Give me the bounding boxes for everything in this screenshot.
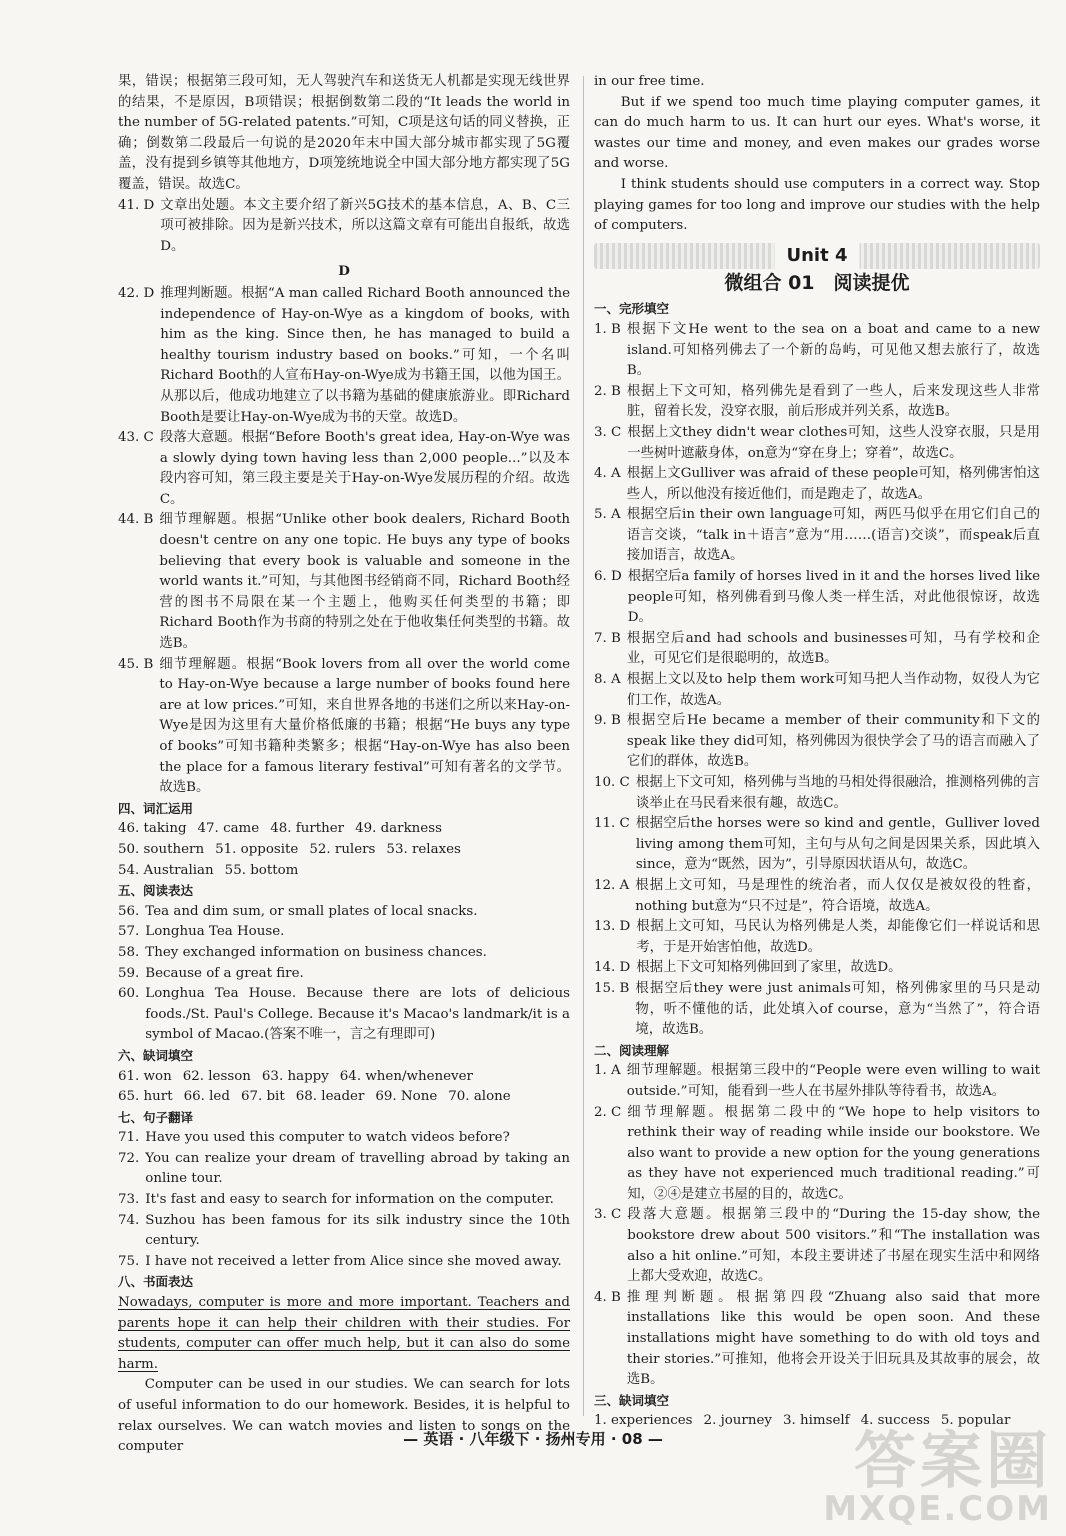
answer-text: They exchanged information on business chances. bbox=[145, 944, 487, 960]
blank-answer: 62. lesson bbox=[182, 1068, 251, 1084]
section-heading-reading: 二、阅读理解 bbox=[594, 1042, 670, 1058]
answer-number: 3. C bbox=[594, 424, 622, 440]
answer-explanation: 段落大意题。根据第三段中的“During the 15-day show, the bookstore drew about 500 visitors.”和“The installation was also a hit online.”可知，本段主要讲述了书屋在现实生活中和网络上都大受欢迎，故选C。 bbox=[627, 1207, 1040, 1285]
answer-45 bbox=[118, 655, 570, 799]
answer-number: 59. bbox=[118, 965, 140, 981]
express-answer bbox=[118, 984, 570, 1046]
right-column bbox=[594, 72, 1040, 1432]
reading-answer bbox=[594, 1103, 1040, 1206]
answer-text: Tea and dim sum, or small plates of local snacks. bbox=[145, 903, 478, 919]
answer-number: 5. A bbox=[594, 507, 621, 523]
answer-number: 14. D bbox=[594, 960, 631, 976]
express-answer bbox=[118, 943, 570, 964]
answer-explanation: 推理判断题。根据第四段“Zhuang also said that more installations like this would be open soon. And these installations might have something to do with old toys and their stories.”可推知，他将会开设关于旧玩具及其故事的展会，故选B。 bbox=[626, 1289, 1040, 1388]
cloze-answer bbox=[594, 629, 1040, 670]
vocab-answer: 50. southern bbox=[118, 841, 205, 857]
answer-number: 56. bbox=[118, 903, 140, 919]
answer-number: 44. B bbox=[118, 512, 154, 528]
cloze-answer bbox=[594, 320, 1040, 382]
cloze-answer bbox=[594, 876, 1040, 917]
blank-answer: 70. alone bbox=[448, 1089, 511, 1105]
answer-explanation: 细节理解题。根据“Book lovers from all over the world come to Hay-on-Wye because a large number of books found here are at low prices.”可知，来自世界各地的书迷们之所以来Hay-on-Wye是因为这里有大量价格低廉的书籍；根据“He buys any type of books”可知书籍种类繁多；根据“Hay-on-Wye has also been the place for a famous literary festival”可知有著名的文学节。故选B。 bbox=[159, 656, 571, 796]
answer-number: 1. A bbox=[594, 1063, 621, 1079]
answer-text: I have not received a letter from Alice since she moved away. bbox=[145, 1253, 562, 1269]
blank-answer: 64. when/whenever bbox=[339, 1068, 473, 1084]
answer-text: Because of a great fire. bbox=[145, 965, 304, 981]
essay-paragraph-continued: in our free time. bbox=[594, 74, 705, 89]
section-heading-vocabulary: 四、词汇运用 bbox=[118, 800, 194, 816]
answer-explanation: 根据空后and had schools and businesses可知，马有学校和企业，可见它们是很聪明的，故选B。 bbox=[626, 630, 1040, 667]
answer-explanation: 根据下文He went to the sea on a boat and came to a new island.可知格列佛去了一个新的岛屿，可见他又想去旅行了，故选B。 bbox=[626, 321, 1040, 379]
vocab-row bbox=[118, 861, 570, 882]
answer-number: 4. A bbox=[594, 466, 621, 482]
section-heading-translation: 七、句子翻译 bbox=[118, 1109, 194, 1125]
left-column bbox=[118, 72, 570, 1458]
answer-number: 45. B bbox=[118, 656, 154, 672]
answer-number: 6. D bbox=[594, 569, 622, 585]
express-answer bbox=[118, 922, 570, 943]
answer-explanation: 推理判断题。根据“A man called Richard Booth announced the independence of Hay-on-Wye as a kingdom of books, with him as the king. Since then, he has managed to build a healthy tourism industry based on books.”可知，一个名叫Richard Booth的人宣布Hay-on-Wye成为书籍王国，以他为国王。从那以后，他成功地建立了以书籍为基础的健康旅游业。即Richard Booth是要让Hay-on-Wye成为书的天堂。故选D。 bbox=[160, 285, 570, 425]
answer-number: 8. A bbox=[594, 672, 621, 688]
blank-answer: 1. experiences bbox=[594, 1413, 693, 1429]
vocab-row bbox=[118, 840, 570, 861]
answer-number: 10. C bbox=[594, 775, 630, 790]
group-title: 微组合 01 阅读提优 bbox=[724, 271, 910, 294]
blank-row bbox=[118, 1087, 570, 1108]
watermark-text-cn: 答案圈 bbox=[853, 1424, 1052, 1497]
vocab-answer: 46. taking bbox=[118, 821, 187, 837]
answer-number: 11. C bbox=[594, 816, 630, 832]
answer-explanation: 根据空后in their own language可知，两匹马似乎在用它们自己的语言交谈，“talk in＋语言”意为“用……(语言)交谈”，而speak后直接加语言，故选A。 bbox=[626, 507, 1040, 564]
answer-explanation: 根据空后the horses were so kind and gentle，Gulliver loved living among them可知，主句与从句之间是因果关系，因此填入since，意为“既然，因为”，引导原因状语从句，故选C。 bbox=[635, 816, 1040, 873]
watermark-logo bbox=[823, 1424, 1052, 1529]
answer-number: 9. B bbox=[594, 713, 621, 729]
blank-answer: 66. led bbox=[183, 1089, 230, 1105]
answer-explanation: 根据空后they were just animals可知，格列佛家里的马只是动物，听不懂他的话，此处填入of course，意为“当然了”，符合语境，故选B。 bbox=[635, 980, 1040, 1038]
passage-d-heading: D bbox=[338, 263, 350, 280]
blank-answer: 69. None bbox=[375, 1089, 438, 1105]
vocab-answer: 53. relaxes bbox=[386, 841, 461, 857]
page-footer: — 英语 · 八年级下 · 扬州专用 · 08 — bbox=[403, 1430, 663, 1448]
answer-explanation: 根据上文可知，马是理性的统治者，而人仅仅是被奴役的牲畜，nothing but意为“只不过是”，符合语境，故选A。 bbox=[635, 877, 1040, 914]
vocab-answer: 54. Australian bbox=[118, 862, 214, 878]
answer-number: 3. C bbox=[594, 1207, 622, 1223]
answer-number: 2. B bbox=[594, 383, 621, 399]
answer-number: 71. bbox=[118, 1130, 140, 1146]
cloze-answer bbox=[594, 423, 1040, 464]
express-answer bbox=[118, 964, 570, 985]
answer-text: Longhua Tea House. Because there are lots of delicious foods./St. Paul's College. Because it's Macao's landmark/it is a symbol of Macao.(答案不唯一，言之有理即可) bbox=[145, 986, 570, 1043]
unit-banner bbox=[594, 243, 1040, 269]
cloze-answer bbox=[594, 382, 1040, 423]
essay-paragraph: I think students should use computers in a correct way. Stop playing games for too long and improve our studies with the help of computers. bbox=[594, 176, 1040, 234]
translation-answer bbox=[118, 1252, 570, 1273]
translation-answer bbox=[118, 1211, 570, 1252]
essay-intro: Nowadays, computer is more and more important. Teachers and parents hope it can help their children with their studies. For students, computer can offer much help, but it can also do some harm. bbox=[118, 1295, 570, 1372]
answer-40-continued: 果，错误；根据第三段可知，无人驾驶汽车和送货无人机都是实现无线世界的结果，不是原因，B项错误；根据倒数第二段的“It leads the world in the number of 5G-related patents.”可知，C项是这句话的同义替换，正确；倒数第二段最后一句说的是2020年末中国大部分城市都实现了5G覆盖，没有提到乡镇等其他地方，D项笼统地说全中国大部分地方都实现了5G覆盖，错误。故选C。 bbox=[118, 74, 570, 192]
answer-41 bbox=[118, 196, 570, 258]
answer-explanation: 细节理解题。根据“Unlike other book dealers, Richard Booth doesn't centre on any one topic. He buys any type of books believing that every book is valuable and someone in the world wants it.”可知，与其他图书经销商不同，Richard Booth经营的图书不局限在某一个主题上，他购买任何类型的书籍；即Richard Booth作为书商的特别之处在于他收集任何类型的书籍。故选B。 bbox=[159, 512, 570, 652]
answer-number: 41. D bbox=[118, 197, 155, 213]
answer-text: Longhua Tea House. bbox=[145, 924, 285, 940]
essay-paragraph: Computer can be used in our studies. We can search for lots of useful information to do our homework. Besides, it is helpful to relax ourselves. We can watch movies and listen to songs on the computer bbox=[118, 1377, 570, 1455]
column-divider bbox=[583, 76, 584, 1416]
cloze-answer bbox=[594, 505, 1040, 567]
answer-explanation: 根据空后He became a member of their community和下文的speak like they did可知，格列佛因为很快学会了马的语言而融入了它们的群体，故选B。 bbox=[626, 713, 1040, 770]
answer-explanation: 根据上下文可知，格列佛与当地的马相处得很融洽，推测格列佛的言谈举止在马民看来很有趣，故选C。 bbox=[635, 775, 1040, 811]
vocab-answer: 52. rulers bbox=[309, 841, 376, 857]
reading-answer bbox=[594, 1288, 1040, 1391]
cloze-answer bbox=[594, 773, 1040, 814]
blank-answer: 68. leader bbox=[295, 1089, 365, 1105]
answer-number: 12. A bbox=[594, 877, 630, 893]
answer-number: 43. C bbox=[118, 430, 154, 446]
blank-answer: 65. hurt bbox=[118, 1089, 173, 1105]
answer-explanation: 根据上下文可知，格列佛先是看到了一些人，后来发现这些人非常脏，留着长发，没穿衣服，前后形成并列关系，故选B。 bbox=[626, 383, 1040, 420]
answer-number: 42. D bbox=[118, 285, 155, 301]
cloze-answer bbox=[594, 979, 1040, 1041]
answer-explanation: 根据上文they didn't wear clothes可知，这些人没穿衣服，只是用一些树叶遮蔽身体，on意为“穿在身上；穿着”，故选C。 bbox=[627, 424, 1040, 461]
section-heading-word-blanks: 六、缺词填空 bbox=[118, 1047, 194, 1063]
watermark-text-en: MXQE.COM bbox=[823, 1489, 1052, 1529]
vocab-answer: 55. bottom bbox=[224, 862, 299, 878]
answer-text: Have you used this computer to watch videos before? bbox=[145, 1130, 510, 1146]
vocab-answer: 48. further bbox=[270, 821, 345, 837]
answer-explanation: 根据上文可知，马民认为格列佛是人类，却能像它们一样说话和思考，于是开始害怕他，故选D。 bbox=[636, 919, 1040, 955]
blank-answer: 4. success bbox=[860, 1413, 930, 1429]
answer-number: 2. C bbox=[594, 1104, 622, 1120]
answer-number: 58. bbox=[118, 944, 140, 960]
answer-explanation: 文章出处题。本文主要介绍了新兴5G技术的基本信息，A、B、C三项可被排除。因为是新兴技术，所以这篇文章有可能出自报纸，故选D。 bbox=[160, 197, 570, 254]
cloze-answer bbox=[594, 814, 1040, 876]
blank-answer: 61. won bbox=[118, 1068, 172, 1084]
answer-number: 72. bbox=[118, 1150, 140, 1166]
answer-42 bbox=[118, 284, 570, 428]
cloze-answer bbox=[594, 670, 1040, 711]
answer-number: 60. bbox=[118, 986, 140, 1002]
answer-number: 75. bbox=[118, 1253, 140, 1269]
vocab-answer: 51. opposite bbox=[215, 841, 299, 857]
answer-text: You can realize your dream of travelling abroad by taking an online tour. bbox=[145, 1150, 570, 1187]
reading-answer bbox=[594, 1205, 1040, 1287]
vocab-answer: 47. came bbox=[197, 821, 260, 837]
answer-explanation: 段落大意题。根据“Before Booth's great idea, Hay-on-Wye was a slowly dying town having less than 2,000 people...”以及本段内容可知，第三段主要是关于Hay-on-Wye发展历程的介绍。故选C。 bbox=[159, 430, 570, 507]
answer-43 bbox=[118, 428, 570, 510]
blank-answer: 3. himself bbox=[782, 1413, 850, 1429]
answer-number: 7. B bbox=[594, 630, 621, 646]
express-answer bbox=[118, 902, 570, 923]
cloze-answer bbox=[594, 464, 1040, 505]
vocab-answer: 49. darkness bbox=[355, 821, 442, 837]
section-heading-cloze: 一、完形填空 bbox=[594, 301, 670, 317]
blank-row bbox=[118, 1067, 570, 1088]
blank-answer: 2. journey bbox=[703, 1413, 772, 1429]
cloze-answer bbox=[594, 917, 1040, 958]
answer-explanation: 根据上下文可知格列佛回到了家里，故选D。 bbox=[636, 960, 902, 976]
essay-paragraph: But if we spend too much time playing computer games, it can do much harm to us. It can hurt our eyes. What's worse, it wastes our time and money, and even makes our grades worse and worse. bbox=[594, 94, 1040, 172]
answer-number: 57. bbox=[118, 924, 140, 940]
answer-number: 4. B bbox=[594, 1289, 621, 1305]
answer-text: Suzhou has been famous for its silk industry since the 10th century. bbox=[145, 1212, 570, 1249]
section-heading-word-blanks: 三、缺词填空 bbox=[594, 1392, 670, 1408]
answer-explanation: 细节理解题。根据第二段中的“We hope to help visitors to rethink their way of reading while inside our bookstore. We also want to provide a new option for the young generations as they have not experienced much traditional reading.”可知，②④是建立书屋的目的，故选C。 bbox=[627, 1104, 1040, 1202]
answer-number: 74. bbox=[118, 1212, 140, 1228]
cloze-answer bbox=[594, 958, 1040, 979]
answer-number: 13. D bbox=[594, 919, 631, 935]
answer-number: 73. bbox=[118, 1192, 140, 1208]
blank-answer: 5. popular bbox=[940, 1413, 1011, 1429]
answer-explanation: 细节理解题。根据第三段中的“People were even willing to wait outside.”可知，能看到一些人在书屋外排队等待看书，故选A。 bbox=[626, 1063, 1040, 1099]
answer-number: 1. B bbox=[594, 321, 621, 337]
section-heading-reading-expression: 五、阅读表达 bbox=[118, 883, 194, 899]
cloze-answer bbox=[594, 567, 1040, 629]
answer-explanation: 根据上文以及to help them work可知马把人当作动物，奴役人为它们工作，故选A。 bbox=[626, 672, 1040, 708]
blank-answer: 67. bit bbox=[240, 1089, 285, 1105]
answer-44 bbox=[118, 510, 570, 654]
section-heading-writing: 八、书面表达 bbox=[118, 1274, 194, 1290]
answer-text: It's fast and easy to search for information on the computer. bbox=[145, 1192, 554, 1208]
translation-answer bbox=[118, 1149, 570, 1190]
cloze-answer bbox=[594, 711, 1040, 773]
translation-answer bbox=[118, 1190, 570, 1211]
unit-title: Unit 4 bbox=[775, 243, 860, 269]
answer-explanation: 根据空后a family of horses lived in it and the horses lived like people可知，格列佛看到马像人类一样生活，对此他很惊讶，故选D。 bbox=[627, 569, 1040, 626]
answer-explanation: 根据上文Gulliver was afraid of these people可知，格列佛害怕这些人，所以他没有接近他们，而是跑走了，故选A。 bbox=[626, 466, 1040, 502]
answer-number: 15. B bbox=[594, 980, 630, 996]
reading-answer bbox=[594, 1061, 1040, 1102]
vocab-row bbox=[118, 819, 570, 840]
translation-answer bbox=[118, 1128, 570, 1149]
blank-answer: 63. happy bbox=[261, 1068, 329, 1084]
